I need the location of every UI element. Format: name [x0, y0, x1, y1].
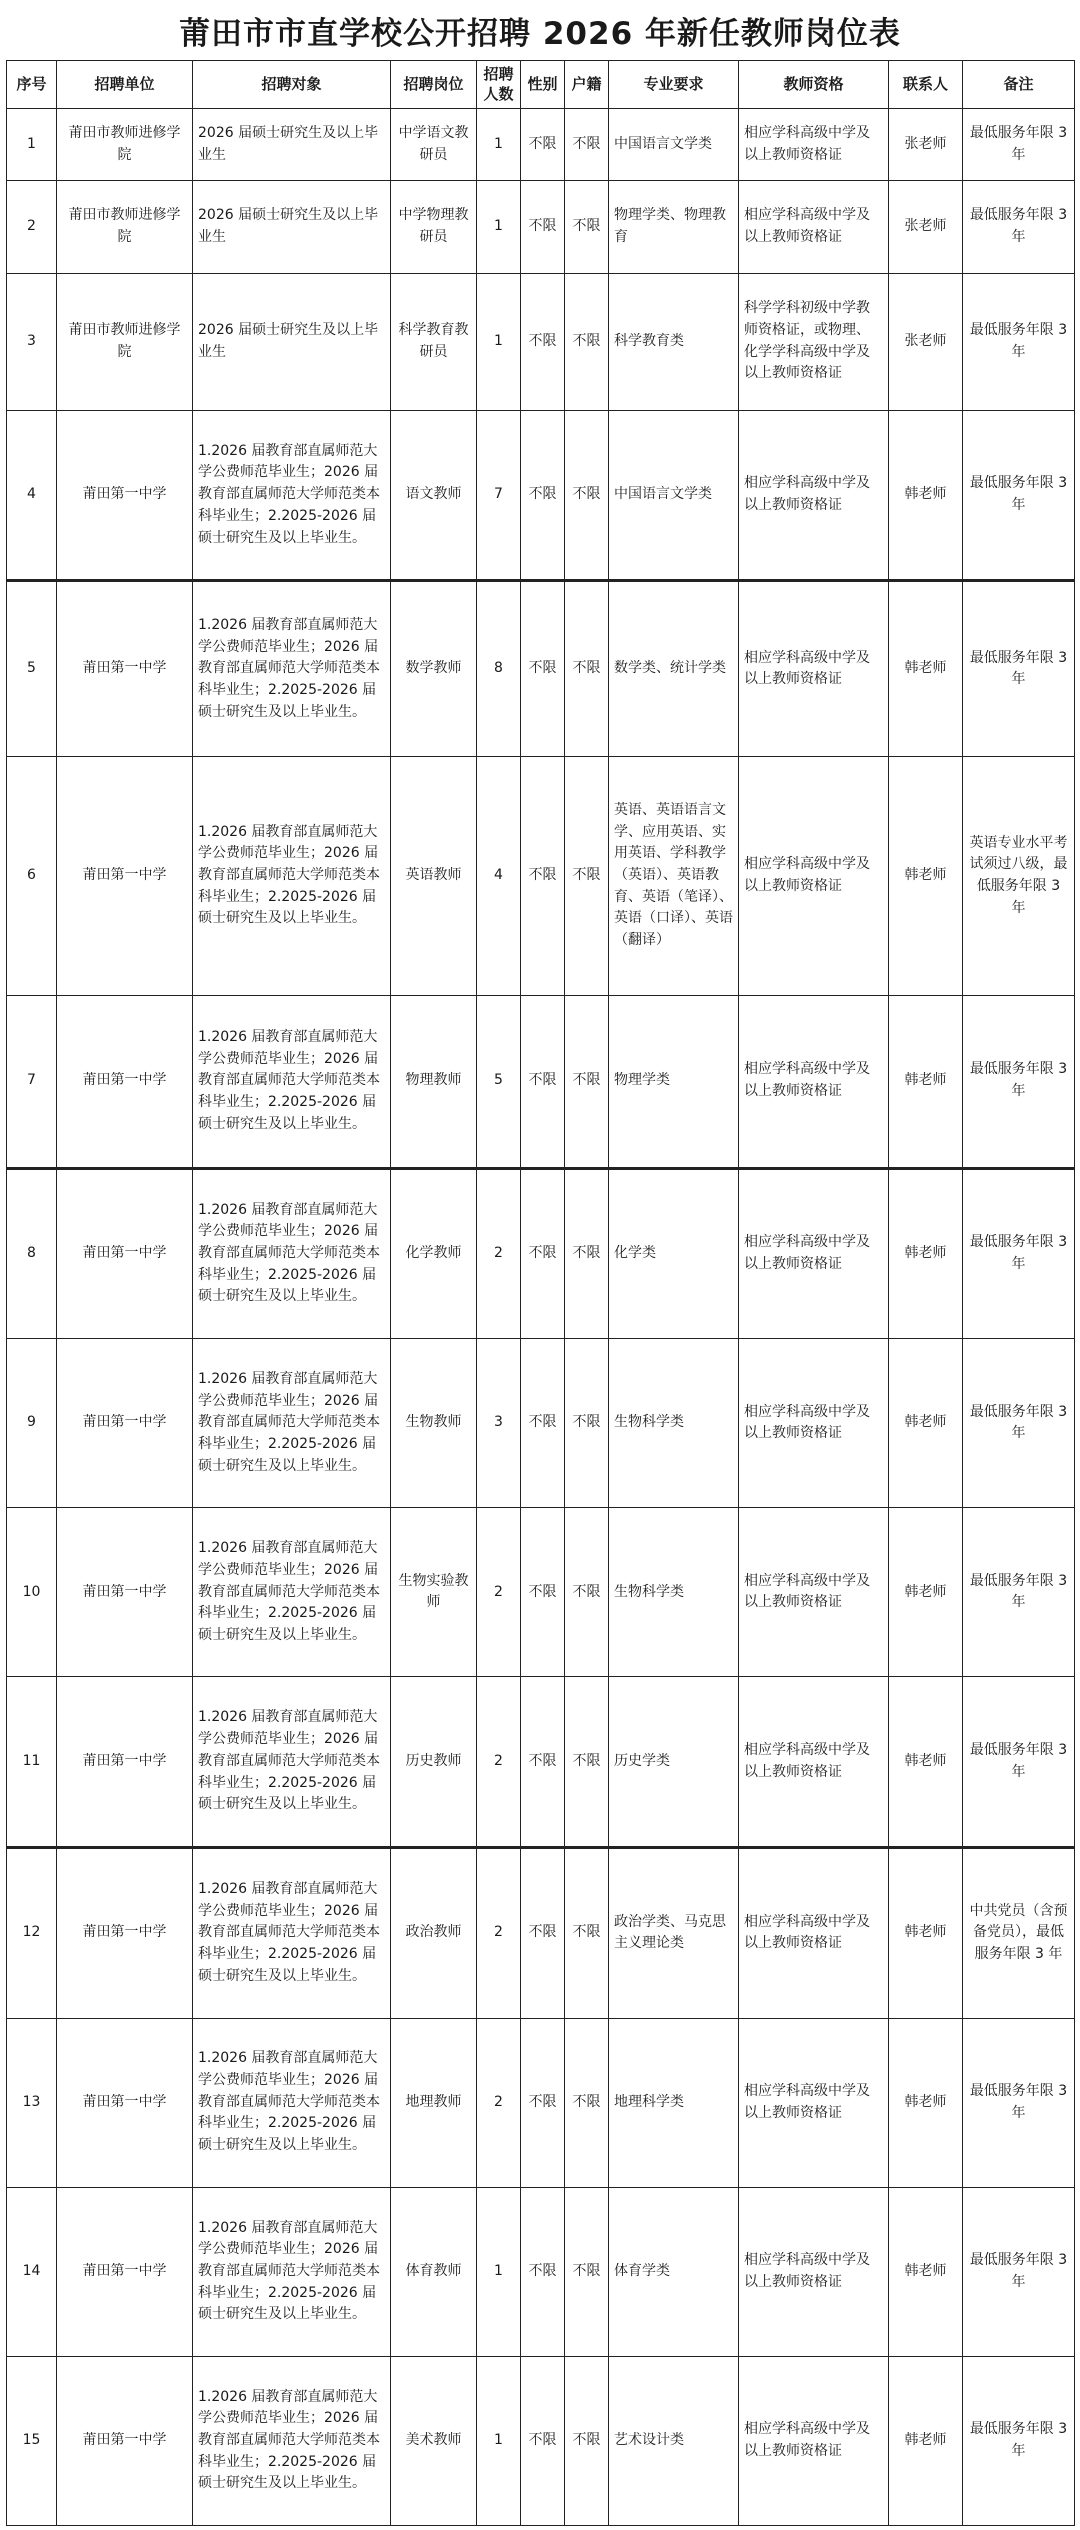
cell-contact: 张老师	[889, 273, 963, 410]
cell-cert: 相应学科高级中学及以上教师资格证	[739, 2018, 889, 2187]
cell-hukou: 不限	[565, 410, 609, 581]
cell-hukou: 不限	[565, 581, 609, 757]
table-row	[7, 2187, 1075, 2356]
cell-count: 2	[477, 1677, 521, 1848]
cell-unit: 莆田第一中学	[57, 1847, 193, 2018]
cell-count: 7	[477, 410, 521, 581]
cell-hukou: 不限	[565, 1339, 609, 1508]
cell-hukou: 不限	[565, 2356, 609, 2525]
cell-count: 1	[477, 2187, 521, 2356]
cell-target: 1.2026 届教育部直属师范大学公费师范毕业生；2026 届教育部直属师范大学师范类本科毕业生；2.2025-2026 届硕士研究生及以上毕业生。	[193, 2187, 391, 2356]
cell-gender: 不限	[521, 1508, 565, 1677]
cell-index: 14	[7, 2187, 57, 2356]
cell-note: 最低服务年限 3 年	[963, 273, 1075, 410]
cell-major: 中国语言文学类	[609, 109, 739, 181]
cell-count: 1	[477, 2356, 521, 2525]
cell-hukou: 不限	[565, 1847, 609, 2018]
cell-gender: 不限	[521, 273, 565, 410]
cell-note: 中共党员（含预备党员），最低服务年限 3 年	[963, 1847, 1075, 2018]
cell-cert: 相应学科高级中学及以上教师资格证	[739, 181, 889, 273]
header-unit: 招聘单位	[57, 61, 193, 109]
cell-major: 中国语言文学类	[609, 410, 739, 581]
cell-post: 中学语文教研员	[391, 109, 477, 181]
cell-hukou: 不限	[565, 181, 609, 273]
cell-post: 生物实验教师	[391, 1508, 477, 1677]
cell-post: 数学教师	[391, 581, 477, 757]
cell-cert: 相应学科高级中学及以上教师资格证	[739, 995, 889, 1168]
cell-note: 最低服务年限 3 年	[963, 410, 1075, 581]
cell-unit: 莆田第一中学	[57, 1677, 193, 1848]
cell-target: 2026 届硕士研究生及以上毕业生	[193, 109, 391, 181]
cell-gender: 不限	[521, 2356, 565, 2525]
cell-cert: 相应学科高级中学及以上教师资格证	[739, 1168, 889, 1339]
cell-gender: 不限	[521, 1168, 565, 1339]
cell-post: 美术教师	[391, 2356, 477, 2525]
cell-post: 科学教育教研员	[391, 273, 477, 410]
table-row	[7, 581, 1075, 757]
cell-unit: 莆田第一中学	[57, 995, 193, 1168]
cell-contact: 张老师	[889, 181, 963, 273]
cell-target: 1.2026 届教育部直属师范大学公费师范毕业生；2026 届教育部直属师范大学师范类本科毕业生；2.2025-2026 届硕士研究生及以上毕业生。	[193, 1677, 391, 1848]
table-row	[7, 181, 1075, 273]
cell-target: 1.2026 届教育部直属师范大学公费师范毕业生；2026 届教育部直属师范大学师范类本科毕业生；2.2025-2026 届硕士研究生及以上毕业生。	[193, 995, 391, 1168]
cell-hukou: 不限	[565, 757, 609, 996]
cell-index: 3	[7, 273, 57, 410]
cell-hukou: 不限	[565, 1677, 609, 1848]
cell-major: 生物科学类	[609, 1339, 739, 1508]
cell-post: 地理教师	[391, 2018, 477, 2187]
cell-target: 1.2026 届教育部直属师范大学公费师范毕业生；2026 届教育部直属师范大学师范类本科毕业生；2.2025-2026 届硕士研究生及以上毕业生。	[193, 410, 391, 581]
cell-cert: 相应学科高级中学及以上教师资格证	[739, 109, 889, 181]
cell-major: 地理科学类	[609, 2018, 739, 2187]
cell-target: 1.2026 届教育部直属师范大学公费师范毕业生；2026 届教育部直属师范大学师范类本科毕业生；2.2025-2026 届硕士研究生及以上毕业生。	[193, 2356, 391, 2525]
cell-note: 最低服务年限 3 年	[963, 2356, 1075, 2525]
cell-contact: 韩老师	[889, 2187, 963, 2356]
table-row	[7, 273, 1075, 410]
cell-cert: 相应学科高级中学及以上教师资格证	[739, 410, 889, 581]
cell-target: 1.2026 届教育部直属师范大学公费师范毕业生；2026 届教育部直属师范大学师范类本科毕业生；2.2025-2026 届硕士研究生及以上毕业生。	[193, 2018, 391, 2187]
table-row	[7, 1508, 1075, 1677]
header-target: 招聘对象	[193, 61, 391, 109]
cell-post: 英语教师	[391, 757, 477, 996]
cell-gender: 不限	[521, 757, 565, 996]
cell-post: 政治教师	[391, 1847, 477, 2018]
cell-unit: 莆田市教师进修学院	[57, 181, 193, 273]
cell-contact: 韩老师	[889, 1847, 963, 2018]
cell-count: 8	[477, 581, 521, 757]
cell-gender: 不限	[521, 109, 565, 181]
cell-count: 1	[477, 181, 521, 273]
cell-target: 1.2026 届教育部直属师范大学公费师范毕业生；2026 届教育部直属师范大学师范类本科毕业生；2.2025-2026 届硕士研究生及以上毕业生。	[193, 757, 391, 996]
cell-gender: 不限	[521, 181, 565, 273]
cell-count: 4	[477, 757, 521, 996]
table-row	[7, 1339, 1075, 1508]
cell-index: 7	[7, 995, 57, 1168]
table-row	[7, 1677, 1075, 1848]
table-row	[7, 995, 1075, 1168]
cell-target: 2026 届硕士研究生及以上毕业生	[193, 181, 391, 273]
cell-contact: 张老师	[889, 109, 963, 181]
cell-index: 2	[7, 181, 57, 273]
cell-index: 5	[7, 581, 57, 757]
cell-note: 最低服务年限 3 年	[963, 2187, 1075, 2356]
cell-major: 历史学类	[609, 1677, 739, 1848]
cell-index: 11	[7, 1677, 57, 1848]
cell-hukou: 不限	[565, 1168, 609, 1339]
cell-unit: 莆田第一中学	[57, 1168, 193, 1339]
cell-post: 语文教师	[391, 410, 477, 581]
cell-index: 6	[7, 757, 57, 996]
cell-post: 体育教师	[391, 2187, 477, 2356]
cell-index: 12	[7, 1847, 57, 2018]
cell-cert: 相应学科高级中学及以上教师资格证	[739, 581, 889, 757]
cell-index: 10	[7, 1508, 57, 1677]
cell-note: 英语专业水平考试须过八级，最低服务年限 3 年	[963, 757, 1075, 996]
header-index: 序号	[7, 61, 57, 109]
cell-index: 4	[7, 410, 57, 581]
table-row	[7, 1168, 1075, 1339]
recruitment-table	[6, 60, 1075, 2526]
cell-count: 2	[477, 1508, 521, 1677]
cell-count: 1	[477, 273, 521, 410]
cell-post: 物理教师	[391, 995, 477, 1168]
cell-hukou: 不限	[565, 2018, 609, 2187]
cell-gender: 不限	[521, 2187, 565, 2356]
cell-index: 9	[7, 1339, 57, 1508]
cell-note: 最低服务年限 3 年	[963, 181, 1075, 273]
cell-major: 化学类	[609, 1168, 739, 1339]
cell-count: 1	[477, 109, 521, 181]
recruitment-table-container	[6, 60, 1074, 2526]
cell-major: 英语、英语语言文学、应用英语、实用英语、学科教学（英语）、英语教育、英语（笔译）、英语（口译）、英语（翻译）	[609, 757, 739, 996]
cell-cert: 相应学科高级中学及以上教师资格证	[739, 2356, 889, 2525]
cell-unit: 莆田第一中学	[57, 1508, 193, 1677]
cell-unit: 莆田第一中学	[57, 410, 193, 581]
cell-contact: 韩老师	[889, 410, 963, 581]
cell-cert: 相应学科高级中学及以上教师资格证	[739, 1339, 889, 1508]
cell-note: 最低服务年限 3 年	[963, 2018, 1075, 2187]
cell-contact: 韩老师	[889, 1168, 963, 1339]
cell-note: 最低服务年限 3 年	[963, 1508, 1075, 1677]
cell-contact: 韩老师	[889, 1677, 963, 1848]
cell-unit: 莆田第一中学	[57, 757, 193, 996]
cell-count: 5	[477, 995, 521, 1168]
cell-target: 1.2026 届教育部直属师范大学公费师范毕业生；2026 届教育部直属师范大学师范类本科毕业生；2.2025-2026 届硕士研究生及以上毕业生。	[193, 581, 391, 757]
cell-gender: 不限	[521, 410, 565, 581]
header-note: 备注	[963, 61, 1075, 109]
cell-cert: 相应学科高级中学及以上教师资格证	[739, 1847, 889, 2018]
cell-unit: 莆田第一中学	[57, 581, 193, 757]
cell-unit: 莆田市教师进修学院	[57, 109, 193, 181]
cell-note: 最低服务年限 3 年	[963, 1339, 1075, 1508]
cell-unit: 莆田市教师进修学院	[57, 273, 193, 410]
cell-contact: 韩老师	[889, 757, 963, 996]
cell-hukou: 不限	[565, 1508, 609, 1677]
cell-contact: 韩老师	[889, 2356, 963, 2525]
table-header-row	[7, 61, 1075, 109]
cell-contact: 韩老师	[889, 1508, 963, 1677]
cell-target: 1.2026 届教育部直属师范大学公费师范毕业生；2026 届教育部直属师范大学师范类本科毕业生；2.2025-2026 届硕士研究生及以上毕业生。	[193, 1508, 391, 1677]
cell-hukou: 不限	[565, 2187, 609, 2356]
cell-cert: 相应学科高级中学及以上教师资格证	[739, 1677, 889, 1848]
cell-cert: 相应学科高级中学及以上教师资格证	[739, 2187, 889, 2356]
cell-gender: 不限	[521, 1339, 565, 1508]
cell-note: 最低服务年限 3 年	[963, 1677, 1075, 1848]
cell-count: 2	[477, 1168, 521, 1339]
cell-note: 最低服务年限 3 年	[963, 1168, 1075, 1339]
cell-cert: 相应学科高级中学及以上教师资格证	[739, 757, 889, 996]
table-row	[7, 2018, 1075, 2187]
cell-major: 物理学类	[609, 995, 739, 1168]
cell-contact: 韩老师	[889, 581, 963, 757]
cell-contact: 韩老师	[889, 1339, 963, 1508]
cell-unit: 莆田第一中学	[57, 2187, 193, 2356]
cell-hukou: 不限	[565, 109, 609, 181]
cell-gender: 不限	[521, 2018, 565, 2187]
header-major: 专业要求	[609, 61, 739, 109]
cell-hukou: 不限	[565, 273, 609, 410]
cell-target: 1.2026 届教育部直属师范大学公费师范毕业生；2026 届教育部直属师范大学师范类本科毕业生；2.2025-2026 届硕士研究生及以上毕业生。	[193, 1339, 391, 1508]
cell-index: 1	[7, 109, 57, 181]
cell-post: 历史教师	[391, 1677, 477, 1848]
cell-contact: 韩老师	[889, 2018, 963, 2187]
page-title: 莆田市市直学校公开招聘 2026 年新任教师岗位表	[179, 15, 901, 52]
cell-note: 最低服务年限 3 年	[963, 995, 1075, 1168]
cell-major: 生物科学类	[609, 1508, 739, 1677]
cell-index: 8	[7, 1168, 57, 1339]
cell-major: 政治学类、马克思主义理论类	[609, 1847, 739, 2018]
cell-post: 中学物理教研员	[391, 181, 477, 273]
cell-gender: 不限	[521, 1847, 565, 2018]
cell-gender: 不限	[521, 581, 565, 757]
cell-target: 1.2026 届教育部直属师范大学公费师范毕业生；2026 届教育部直属师范大学师范类本科毕业生；2.2025-2026 届硕士研究生及以上毕业生。	[193, 1168, 391, 1339]
table-row	[7, 757, 1075, 996]
cell-cert: 相应学科高级中学及以上教师资格证	[739, 1508, 889, 1677]
cell-target: 1.2026 届教育部直属师范大学公费师范毕业生；2026 届教育部直属师范大学师范类本科毕业生；2.2025-2026 届硕士研究生及以上毕业生。	[193, 1847, 391, 2018]
header-contact: 联系人	[889, 61, 963, 109]
table-row	[7, 2356, 1075, 2525]
table-body	[7, 109, 1075, 2526]
cell-hukou: 不限	[565, 995, 609, 1168]
cell-gender: 不限	[521, 1677, 565, 1848]
cell-contact: 韩老师	[889, 995, 963, 1168]
cell-gender: 不限	[521, 995, 565, 1168]
header-hukou: 户籍	[565, 61, 609, 109]
cell-unit: 莆田第一中学	[57, 2018, 193, 2187]
cell-major: 体育学类	[609, 2187, 739, 2356]
cell-count: 2	[477, 1847, 521, 2018]
header-post: 招聘岗位	[391, 61, 477, 109]
cell-major: 物理学类、物理教育	[609, 181, 739, 273]
cell-note: 最低服务年限 3 年	[963, 581, 1075, 757]
header-gender: 性别	[521, 61, 565, 109]
cell-post: 生物教师	[391, 1339, 477, 1508]
cell-cert: 科学学科初级中学教师资格证，或物理、化学学科高级中学及以上教师资格证	[739, 273, 889, 410]
table-row	[7, 109, 1075, 181]
cell-unit: 莆田第一中学	[57, 1339, 193, 1508]
cell-major: 科学教育类	[609, 273, 739, 410]
cell-count: 2	[477, 2018, 521, 2187]
cell-index: 15	[7, 2356, 57, 2525]
cell-major: 艺术设计类	[609, 2356, 739, 2525]
cell-note: 最低服务年限 3 年	[963, 109, 1075, 181]
cell-index: 13	[7, 2018, 57, 2187]
header-count: 招聘人数	[477, 61, 521, 109]
cell-post: 化学教师	[391, 1168, 477, 1339]
cell-count: 3	[477, 1339, 521, 1508]
header-cert: 教师资格	[739, 61, 889, 109]
cell-target: 2026 届硕士研究生及以上毕业生	[193, 273, 391, 410]
table-row	[7, 410, 1075, 581]
cell-unit: 莆田第一中学	[57, 2356, 193, 2525]
cell-major: 数学类、统计学类	[609, 581, 739, 757]
table-row	[7, 1847, 1075, 2018]
